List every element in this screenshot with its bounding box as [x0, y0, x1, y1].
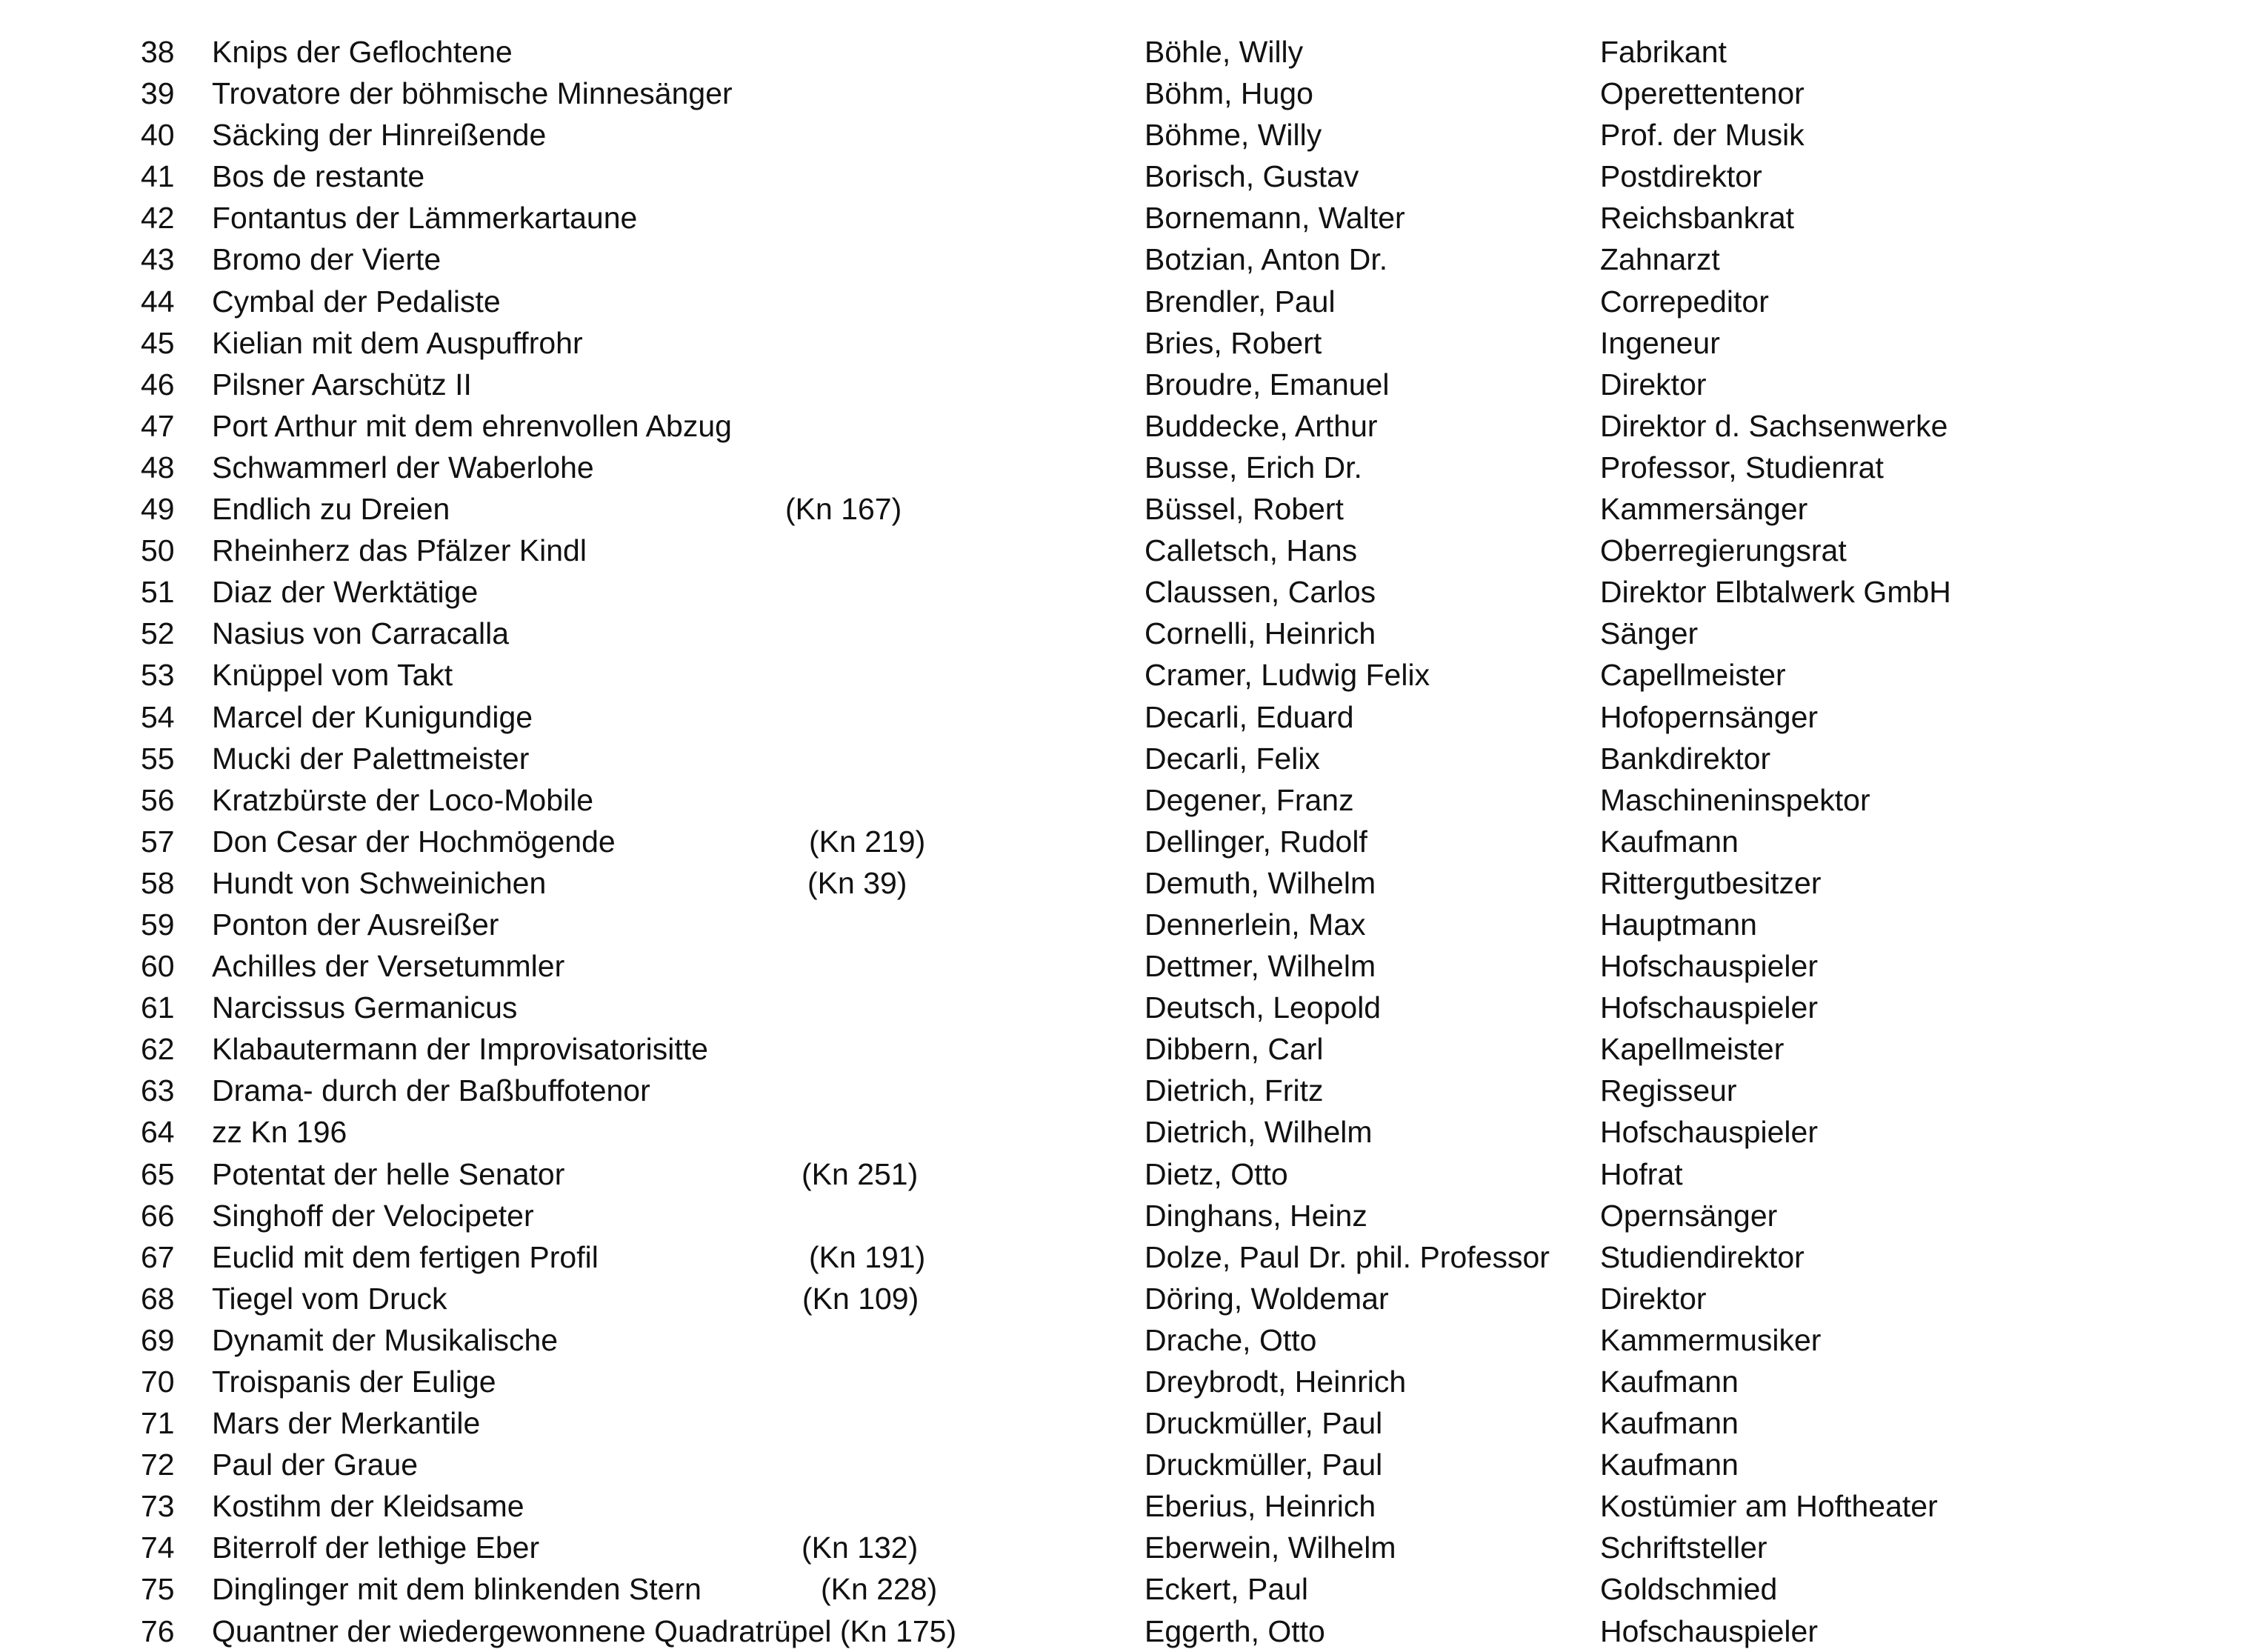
person-name: Döring, Woldemar: [1144, 1281, 1389, 1316]
list-row: [0, 1611, 2266, 1652]
nickname: Achilles der Versetummler: [212, 949, 565, 984]
person-name: Dietrich, Wilhelm: [1144, 1115, 1373, 1150]
occupation: Fabrikant: [1600, 35, 1727, 69]
row-number: 40: [141, 118, 175, 153]
row-number: 53: [141, 658, 175, 693]
occupation: Zahnarzt: [1600, 242, 1720, 277]
person-name: Bries, Robert: [1144, 325, 1322, 360]
occupation: Schriftsteller: [1600, 1531, 1767, 1565]
person-name: Dinghans, Heinz: [1144, 1198, 1367, 1233]
occupation: Kapellmeister: [1600, 1032, 1785, 1067]
occupation: Hofschauspieler: [1600, 949, 1818, 984]
occupation: Hofopernsänger: [1600, 699, 1819, 734]
row-number: 66: [141, 1198, 175, 1233]
person-name: Decarli, Felix: [1144, 741, 1320, 776]
person-name: Druckmüller, Paul: [1144, 1406, 1383, 1441]
nickname: Kielian mit dem Auspuffrohr: [212, 325, 583, 360]
person-name: Decarli, Eduard: [1144, 699, 1354, 734]
row-number: 76: [141, 1613, 175, 1648]
row-number: 52: [141, 616, 175, 651]
nickname: Trovatore der böhmische Minnesänger: [212, 76, 733, 111]
occupation: Kaufmann: [1600, 1448, 1739, 1482]
list-row: [0, 1236, 2266, 1278]
occupation: Operettentenor: [1600, 76, 1805, 111]
person-name: Cramer, Ludwig Felix: [1144, 658, 1430, 693]
row-number: 69: [141, 1322, 175, 1357]
person-name: Böhme, Willy: [1144, 118, 1322, 153]
list-row: [0, 696, 2266, 738]
nickname: Endlich zu Dreien: [212, 492, 450, 527]
person-name: Busse, Erich Dr.: [1144, 450, 1362, 484]
nickname: Hundt von Schweinichen: [212, 865, 547, 900]
list-row: [0, 156, 2266, 197]
row-number: 60: [141, 949, 175, 984]
occupation: Prof. der Musik: [1600, 118, 1805, 153]
occupation: Postdirektor: [1600, 159, 1762, 194]
row-number: 72: [141, 1448, 175, 1482]
row-number: 44: [141, 284, 175, 319]
row-number: 64: [141, 1115, 175, 1150]
list-row: [0, 488, 2266, 530]
member-list: [0, 31, 2266, 1652]
occupation: Direktor: [1600, 1281, 1707, 1316]
occupation: Kaufmann: [1600, 1365, 1739, 1399]
row-number: 75: [141, 1572, 175, 1607]
list-row: [0, 197, 2266, 239]
nickname: Ponton der Ausreißer: [212, 907, 499, 942]
occupation: Kaufmann: [1600, 824, 1739, 859]
person-name: Brendler, Paul: [1144, 284, 1336, 319]
list-row: [0, 1444, 2266, 1485]
list-row: [0, 613, 2266, 654]
list-row: [0, 405, 2266, 447]
person-name: Deutsch, Leopold: [1144, 990, 1382, 1025]
person-name: Dolze, Paul Dr. phil. Professor: [1144, 1239, 1550, 1274]
list-row: [0, 654, 2266, 696]
nickname: Tiegel vom Druck: [212, 1281, 447, 1316]
nickname: Knips der Geflochtene: [212, 35, 513, 69]
row-number: 49: [141, 492, 175, 527]
list-row: [0, 31, 2266, 73]
occupation: Direktor d. Sachsenwerke: [1600, 408, 1948, 443]
person-name: Dietz, Otto: [1144, 1156, 1288, 1191]
nickname: Paul der Graue: [212, 1448, 419, 1482]
nickname: Quantner der wiedergewonnene Quadratrüpel (Kn 175): [212, 1613, 957, 1648]
nickname: Troispanis der Eulige: [212, 1365, 496, 1399]
nickname: Bos de restante: [212, 159, 425, 194]
list-row: [0, 1195, 2266, 1236]
occupation: Sänger: [1600, 616, 1699, 651]
occupation: Oberregierungsrat: [1600, 533, 1847, 568]
list-row: [0, 239, 2266, 280]
nickname: Narcissus Germanicus: [212, 990, 518, 1025]
person-name: Claussen, Carlos: [1144, 575, 1376, 610]
row-number: 62: [141, 1032, 175, 1067]
nickname: Diaz der Werktätige: [212, 575, 479, 610]
kn-reference: (Kn 39): [807, 865, 907, 900]
row-number: 59: [141, 907, 175, 942]
row-number: 65: [141, 1156, 175, 1191]
row-number: 39: [141, 76, 175, 111]
kn-reference: (Kn 132): [802, 1531, 919, 1565]
row-number: 42: [141, 201, 175, 236]
person-name: Bornemann, Walter: [1144, 201, 1405, 236]
list-row: [0, 571, 2266, 613]
occupation: Bankdirektor: [1600, 741, 1771, 776]
list-row: [0, 114, 2266, 156]
nickname: Dinglinger mit dem blinkenden Stern: [212, 1572, 702, 1607]
person-name: Dietrich, Fritz: [1144, 1073, 1324, 1108]
person-name: Dennerlein, Max: [1144, 907, 1366, 942]
nickname: Marcel der Kunigundige: [212, 699, 533, 734]
occupation: Hofschauspieler: [1600, 990, 1818, 1025]
person-name: Böhle, Willy: [1144, 35, 1304, 69]
nickname: Klabautermann der Improvisatorisitte: [212, 1032, 708, 1067]
row-number: 68: [141, 1281, 175, 1316]
person-name: Botzian, Anton Dr.: [1144, 242, 1388, 277]
occupation: Reichsbankrat: [1600, 201, 1795, 236]
person-name: Cornelli, Heinrich: [1144, 616, 1376, 651]
person-name: Broudre, Emanuel: [1144, 367, 1390, 402]
list-row: [0, 821, 2266, 862]
person-name: Dreybrodt, Heinrich: [1144, 1365, 1407, 1399]
row-number: 71: [141, 1406, 175, 1441]
person-name: Buddecke, Arthur: [1144, 408, 1378, 443]
list-row: [0, 73, 2266, 114]
nickname: Knüppel vom Takt: [212, 658, 453, 693]
occupation: Opernsänger: [1600, 1198, 1778, 1233]
person-name: Eberius, Heinrich: [1144, 1489, 1376, 1524]
nickname: Port Arthur mit dem ehrenvollen Abzug: [212, 408, 732, 443]
person-name: Eberwein, Wilhelm: [1144, 1531, 1396, 1565]
list-row: [0, 1568, 2266, 1610]
list-row: [0, 862, 2266, 904]
row-number: 55: [141, 741, 175, 776]
person-name: Eckert, Paul: [1144, 1572, 1309, 1607]
occupation: Ingeneur: [1600, 325, 1720, 360]
list-row: [0, 447, 2266, 488]
row-number: 70: [141, 1365, 175, 1399]
nickname: Euclid mit dem fertigen Profil: [212, 1239, 599, 1274]
nickname: zz Kn 196: [212, 1115, 347, 1150]
list-row: [0, 1028, 2266, 1070]
list-row: [0, 1153, 2266, 1195]
list-row: [0, 1527, 2266, 1568]
occupation: Regisseur: [1600, 1073, 1737, 1108]
kn-reference: (Kn 167): [785, 492, 902, 527]
nickname: Fontantus der Lämmerkartaune: [212, 201, 638, 236]
occupation: Kammermusiker: [1600, 1322, 1822, 1357]
list-row: [0, 1402, 2266, 1444]
row-number: 61: [141, 990, 175, 1025]
occupation: Maschineninspektor: [1600, 782, 1870, 817]
row-number: 48: [141, 450, 175, 484]
row-number: 47: [141, 408, 175, 443]
list-row: [0, 1485, 2266, 1527]
occupation: Direktor: [1600, 367, 1707, 402]
list-row: [0, 281, 2266, 322]
list-row: [0, 530, 2266, 571]
occupation: Hofrat: [1600, 1156, 1683, 1191]
person-name: Büssel, Robert: [1144, 492, 1344, 527]
list-row: [0, 1070, 2266, 1111]
list-row: [0, 1319, 2266, 1361]
row-number: 54: [141, 699, 175, 734]
person-name: Demuth, Wilhelm: [1144, 865, 1376, 900]
list-row: [0, 779, 2266, 821]
row-number: 43: [141, 242, 175, 277]
row-number: 51: [141, 575, 175, 610]
person-name: Dettmer, Wilhelm: [1144, 949, 1376, 984]
kn-reference: (Kn 228): [821, 1572, 938, 1607]
person-name: Degener, Franz: [1144, 782, 1354, 817]
person-name: Drache, Otto: [1144, 1322, 1317, 1357]
kn-reference: (Kn 109): [802, 1281, 919, 1316]
occupation: Rittergutbesitzer: [1600, 865, 1822, 900]
list-row: [0, 738, 2266, 779]
nickname: Dynamit der Musikalische: [212, 1322, 559, 1357]
nickname: Säcking der Hinreißende: [212, 118, 547, 153]
occupation: Kammersänger: [1600, 492, 1808, 527]
person-name: Eggerth, Otto: [1144, 1613, 1325, 1648]
person-name: Druckmüller, Paul: [1144, 1448, 1383, 1482]
person-name: Borisch, Gustav: [1144, 159, 1359, 194]
nickname: Mars der Merkantile: [212, 1406, 481, 1441]
row-number: 74: [141, 1531, 175, 1565]
list-row: [0, 1278, 2266, 1319]
occupation: Professor, Studienrat: [1600, 450, 1884, 484]
nickname: Rheinherz das Pfälzer Kindl: [212, 533, 587, 568]
nickname: Biterrolf der lethige Eber: [212, 1531, 540, 1565]
person-name: Dibbern, Carl: [1144, 1032, 1324, 1067]
list-row: [0, 945, 2266, 987]
occupation: Kaufmann: [1600, 1406, 1739, 1441]
nickname: Bromo der Vierte: [212, 242, 441, 277]
list-row: [0, 904, 2266, 945]
occupation: Direktor Elbtalwerk GmbH: [1600, 575, 1951, 610]
list-row: [0, 987, 2266, 1028]
row-number: 46: [141, 367, 175, 402]
person-name: Calletsch, Hans: [1144, 533, 1358, 568]
nickname: Drama- durch der Baßbuffotenor: [212, 1073, 650, 1108]
row-number: 58: [141, 865, 175, 900]
occupation: Hofschauspieler: [1600, 1613, 1818, 1648]
nickname: Potentat der helle Senator: [212, 1156, 565, 1191]
occupation: Hauptmann: [1600, 907, 1757, 942]
row-number: 45: [141, 325, 175, 360]
kn-reference: (Kn 191): [809, 1239, 926, 1274]
nickname: Kostihm der Kleidsame: [212, 1489, 524, 1524]
person-name: Dellinger, Rudolf: [1144, 824, 1367, 859]
occupation: Studiendirektor: [1600, 1239, 1805, 1274]
kn-reference: (Kn 251): [802, 1156, 919, 1191]
row-number: 57: [141, 824, 175, 859]
row-number: 38: [141, 35, 175, 69]
list-row: [0, 1361, 2266, 1402]
nickname: Nasius von Carracalla: [212, 616, 510, 651]
occupation: Goldschmied: [1600, 1572, 1778, 1607]
occupation: Hofschauspieler: [1600, 1115, 1818, 1150]
nickname: Schwammerl der Waberlohe: [212, 450, 594, 484]
nickname: Mucki der Palettmeister: [212, 741, 530, 776]
kn-reference: (Kn 219): [809, 824, 926, 859]
row-number: 41: [141, 159, 175, 194]
row-number: 50: [141, 533, 175, 568]
occupation: Correpeditor: [1600, 284, 1769, 319]
nickname: Kratzbürste der Loco-Mobile: [212, 782, 594, 817]
row-number: 67: [141, 1239, 175, 1274]
nickname: Don Cesar der Hochmögende: [212, 824, 616, 859]
list-row: [0, 322, 2266, 364]
nickname: Cymbal der Pedaliste: [212, 284, 501, 319]
nickname: Singhoff der Velocipeter: [212, 1198, 534, 1233]
occupation: Capellmeister: [1600, 658, 1786, 693]
nickname: Pilsner Aarschütz II: [212, 367, 472, 402]
occupation: Kostümier am Hoftheater: [1600, 1489, 1938, 1524]
list-row: [0, 1111, 2266, 1153]
row-number: 63: [141, 1073, 175, 1108]
row-number: 56: [141, 782, 175, 817]
list-row: [0, 364, 2266, 405]
row-number: 73: [141, 1489, 175, 1524]
person-name: Böhm, Hugo: [1144, 76, 1313, 111]
